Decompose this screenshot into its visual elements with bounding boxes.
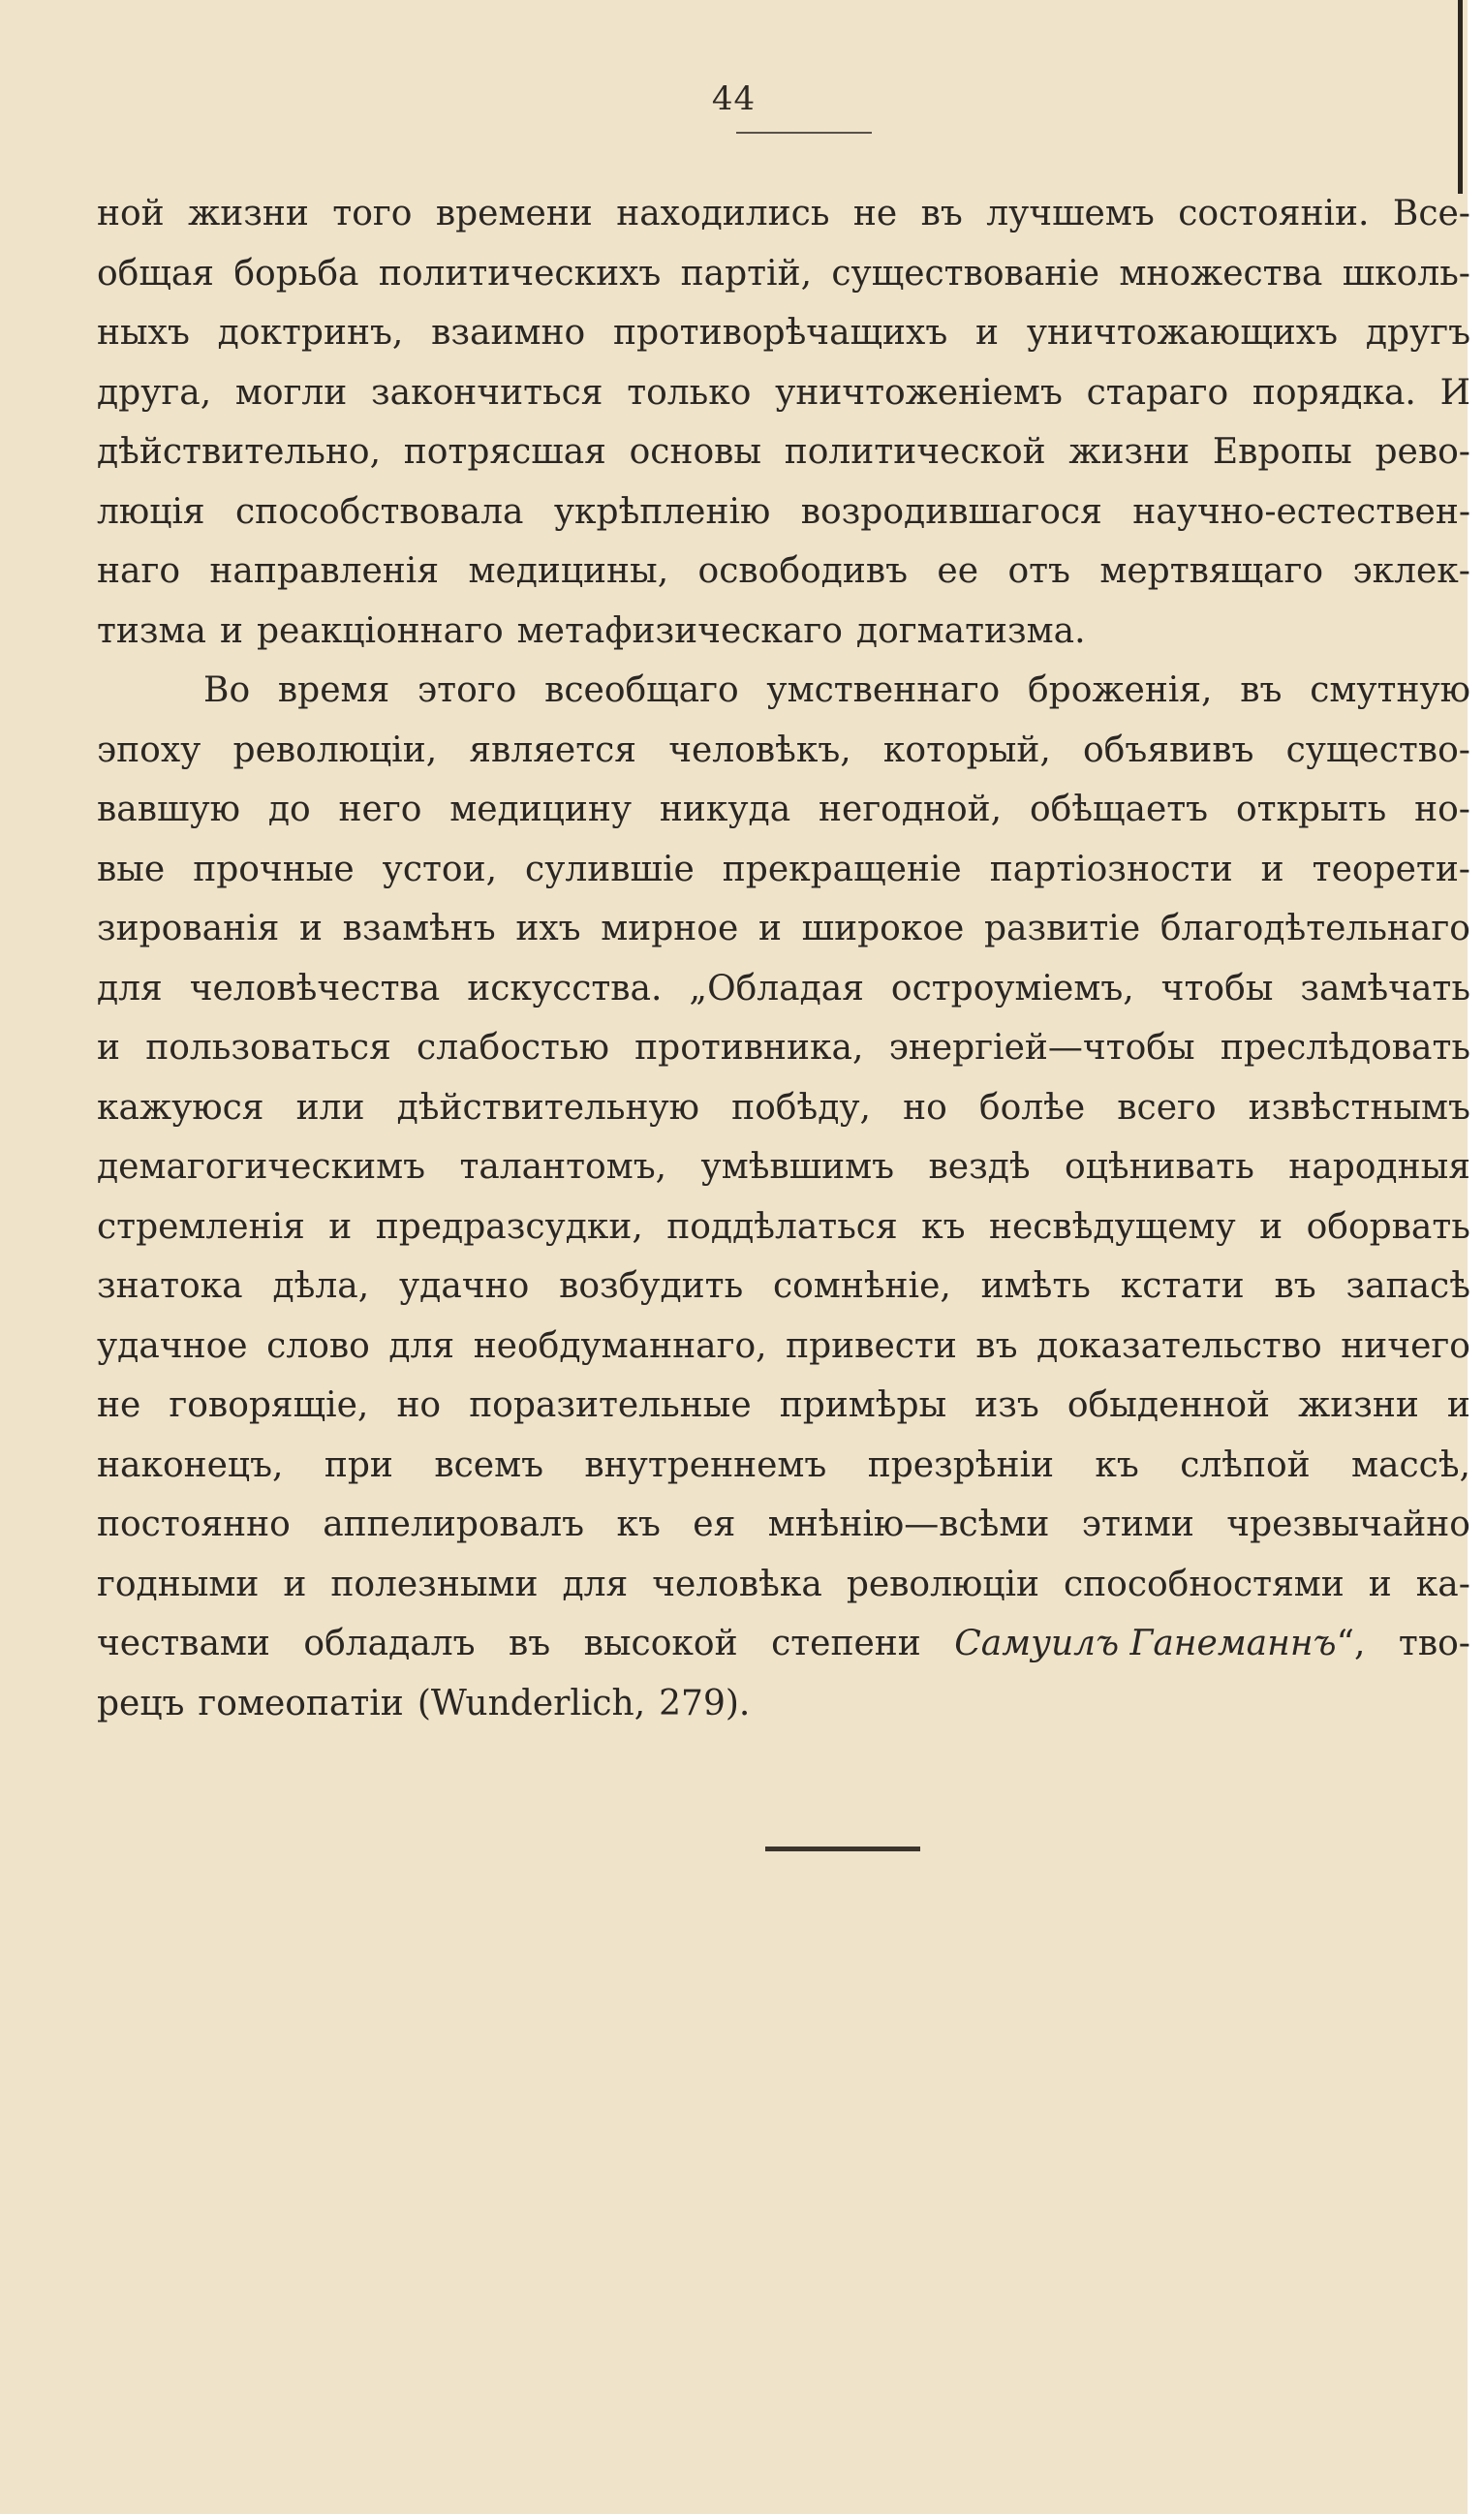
text-line: постоянно аппелировалъ къ ея мнѣнію—всѣми этими чрезвычайно — [97, 1505, 1470, 1544]
text-line: Во время этого всеобщаго умственнаго броженія, въ смутную — [203, 670, 1470, 710]
text-line: дѣйствительно, потрясшая основы политической жизни Европы рево- — [97, 432, 1470, 472]
page-number: 44 — [711, 79, 757, 118]
text-line: эпоху революціи, является человѣкъ, который, объявивъ существо- — [97, 729, 1470, 770]
text-line: стремленія и предразсудки, поддѣлаться къ несвѣдущему и оборвать — [97, 1206, 1470, 1247]
text-line: и пользоваться слабостью противника, энергіей—чтобы преслѣдовать — [97, 1028, 1470, 1068]
text-line: для человѣчества искусства. „Обладая остроуміемъ, чтобы замѣчать — [97, 968, 1470, 1009]
text-line: вавшую до него медицину никуда негодной, обѣщаетъ открыть но- — [97, 790, 1470, 829]
text-line: ной жизни того времени находились не въ лучшемъ состояніи. Все- — [97, 194, 1470, 233]
text-line: общая борьба политическихъ партій, существованіе множества школь- — [97, 253, 1470, 294]
text-line: знатока дѣла, удачно возбудить сомнѣніе, имѣть кстати въ запасѣ — [97, 1266, 1470, 1306]
text-line: кажуюся или дѣйствительную побѣду, но болѣе всего извѣстнымъ — [97, 1087, 1470, 1128]
text-line: годными и полезными для человѣка революціи способностями и ка- — [97, 1564, 1470, 1604]
text-line: наконецъ, при всемъ внутреннемъ презрѣніи къ слѣпой массѣ, — [97, 1444, 1470, 1485]
text-line: тизма и реакціоннаго метафизическаго догматизма. — [97, 610, 1086, 651]
text-line: вые прочные устои, сулившіе прекращеніе партіозности и теорети- — [97, 849, 1470, 889]
text-line: рецъ гомеопатіи (Wunderlich, 279). — [97, 1683, 751, 1723]
text-line: люція способствовала укрѣпленію возродившагося научно-естествен- — [97, 491, 1470, 532]
body-text — [97, 184, 1470, 1733]
page-number-rule — [736, 132, 872, 134]
text-line: удачное слово для необдуманнаго, привести въ доказательство ничего — [97, 1325, 1470, 1366]
text-line: друга, могли закончиться только уничтоженіемъ стараго порядка. И — [97, 372, 1470, 413]
end-of-text-rule — [765, 1847, 920, 1851]
text-line: демагогическимъ талантомъ, умѣвшимъ вездѣ оцѣнивать народныя — [97, 1147, 1470, 1187]
text-line: ныхъ доктринъ, взаимно противорѣчащихъ и уничтожающихъ другъ — [97, 313, 1470, 353]
text-line: зированія и взамѣнъ ихъ мирное и широкое развитіе благодѣтельнаго — [97, 909, 1470, 948]
text-line: наго направленія медицины, освободивъ ее отъ мертвящаго эклек- — [97, 551, 1470, 591]
text-line: чествами обладалъ въ высокой степени Самуилъ Ганеманнъ“, тво- — [97, 1624, 1470, 1663]
text-line: не говорящіе, но поразительные примѣры изъ обыденной жизни и — [97, 1385, 1470, 1425]
